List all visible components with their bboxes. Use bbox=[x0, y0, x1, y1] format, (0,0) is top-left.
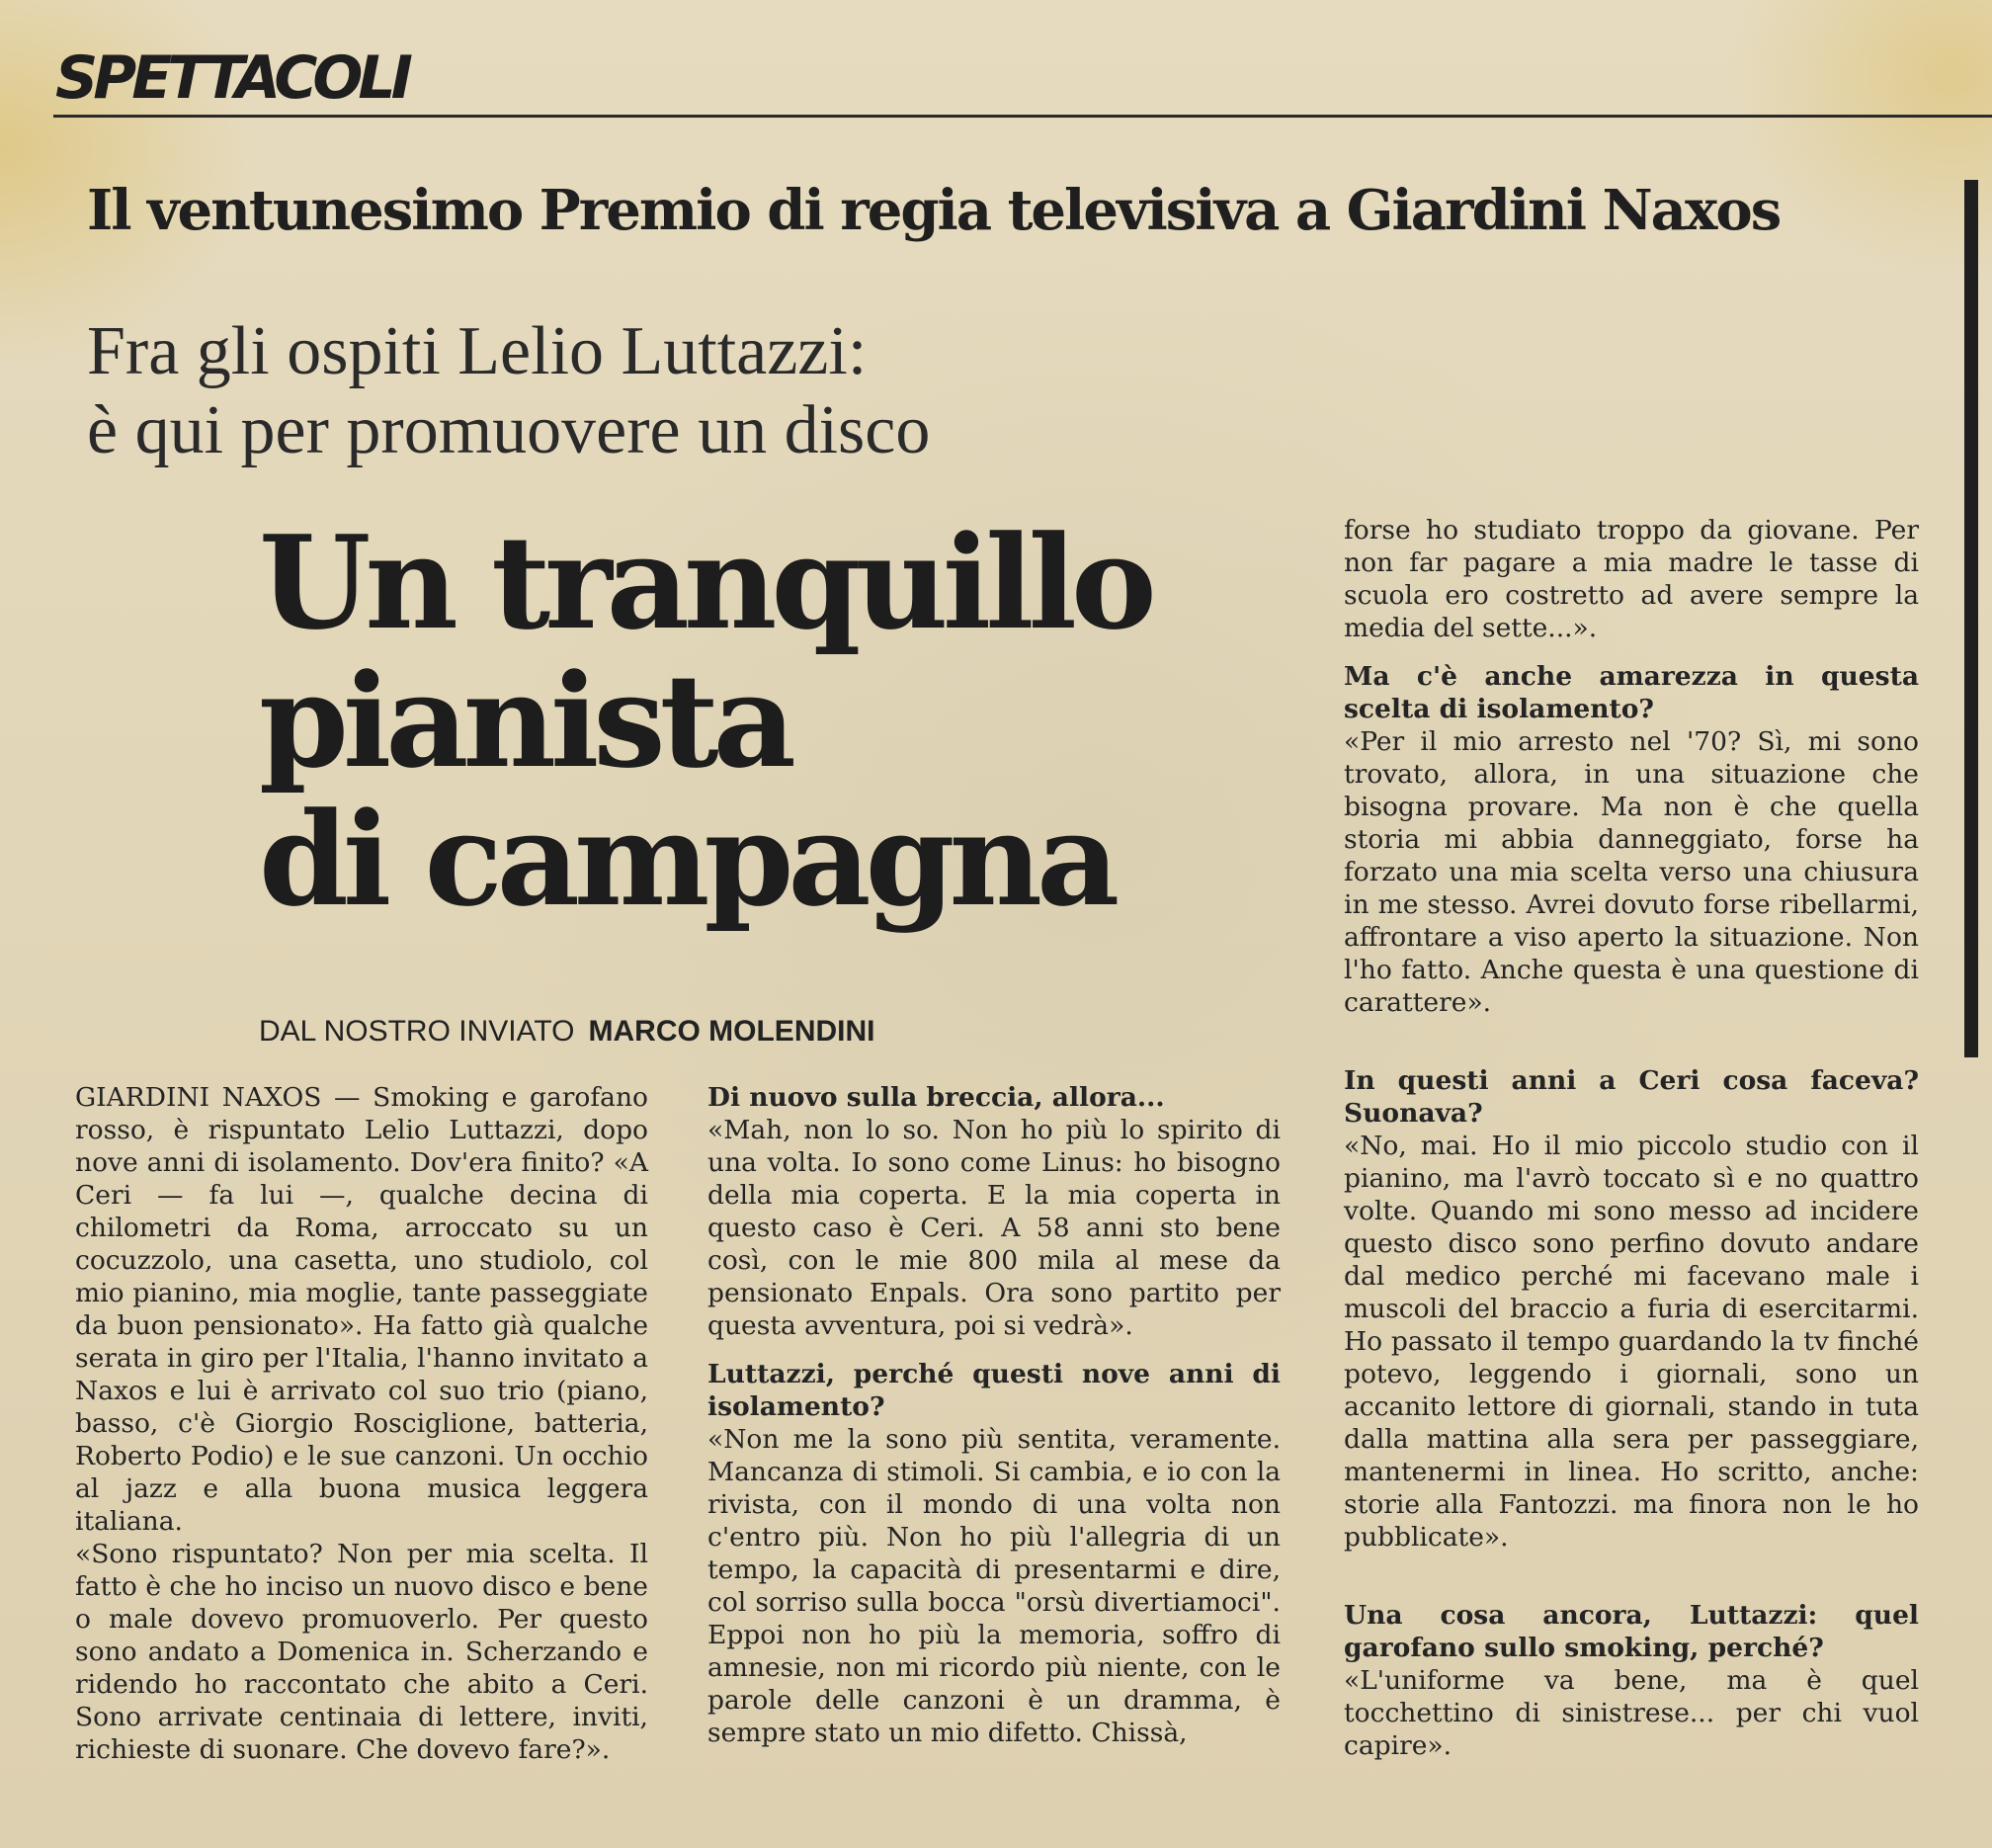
article-column-2 bbox=[707, 1081, 1281, 1749]
subheadline-line-2: è qui per promuovere un disco bbox=[87, 392, 931, 468]
headline-line-3: di campagna bbox=[259, 784, 1115, 935]
article-column-1 bbox=[75, 1081, 648, 1766]
subheadline-line-1: Fra gli ospiti Lelio Luttazzi: bbox=[87, 313, 868, 389]
interview-answer-continued: forse ho studiato troppo da giovane. Per non far pagare a mia madre le tasse di scuola ero costretto ad avere sempre la media del sette...». bbox=[1344, 515, 1919, 643]
interview-question: Di nuovo sulla breccia, allora... bbox=[707, 1082, 1165, 1113]
top-rule bbox=[53, 115, 1992, 118]
interview-question: Ma c'è anche amarezza in questa scelta di isolamento? bbox=[1344, 661, 1919, 724]
interview-answer: «No, mai. Ho il mio piccolo studio con il pianino, ma l'avrò toccato sì e no quattro volte. Quando mi sono messo ad incidere questo disco sono perfino dovuto andare dal medico perché mi facevano male i muscoli del braccio a furia di esercitarmi. Ho passato il tempo guardando la tv finché potevo, leggendo i giornali, sono un accanito lettore di giornali, stando in tuta dalla mattina alla sera per passeggiare, mantenermi in linea. Ho scritto, anche: storie alla Fantozzi. ma finora non le ho pubblicate». bbox=[1344, 1131, 1919, 1553]
column-gap bbox=[1344, 1019, 1919, 1049]
byline-prefix: DAL NOSTRO INVIATO bbox=[259, 1015, 575, 1048]
interview-answer: «L'uniforme va bene, ma è quel tocchettino di sinistrese... per chi vuol capire». bbox=[1344, 1665, 1919, 1761]
kicker-headline: Il ventunesimo Premio di regia televisiva a Giardini Naxos bbox=[87, 178, 1781, 243]
main-headline bbox=[259, 507, 1306, 935]
section-logo: SPETTACOLI bbox=[55, 43, 408, 113]
subheadline bbox=[87, 312, 1075, 470]
article-paragraph: GIARDINI NAXOS — Smoking e garofano rosso, è rispuntato Lelio Luttazzi, dopo nove anni di isolamento. Dov'era finito? «A Ceri — fa lui —, qualche decina di chilometri da Roma, arroccato su un cocuzzolo, una casetta, uno studiolo, col mio pianino, mia moglie, tante passeggiate da buon pensionato». Ha fatto già qualche serata in giro per l'Italia, l'hanno invitato a Naxos e lui è arrivato col suo trio (piano, basso, c'è Giorgio Rosciglione, batteria, Roberto Podio) e le sue canzoni. Un occhio al jazz e alla buona musica leggera italiana. bbox=[75, 1082, 648, 1537]
article-column-3 bbox=[1344, 514, 1919, 1762]
interview-question: Luttazzi, perché questi nove anni di isolamento? bbox=[707, 1359, 1281, 1422]
interview-question: In questi anni a Ceri cosa faceva? Suonava? bbox=[1344, 1065, 1919, 1129]
byline bbox=[259, 1012, 1148, 1051]
interview-question: Una cosa ancora, Luttazzi: quel garofano sullo smoking, perché? bbox=[1344, 1600, 1919, 1663]
interview-answer: «Per il mio arresto nel '70? Sì, mi sono trovato, allora, in una situazione che bisogna provare. Ma non è che quella storia mi abbia danneggiato, forse ha forzato una mia scelta verso una chiusura in me stesso. Avrei dovuto forse ribellarmi, affrontare a viso aperto la situazione. Non l'ho fatto. Anche questa è una questione di carattere». bbox=[1344, 726, 1919, 1018]
interview-answer: «Non me la sono più sentita, veramente. Mancanza di stimoli. Si cambia, e io con la rivista, con il mondo di una volta non c'entro più. Non ho più l'allegria di un tempo, la capacità di presentarmi e dire, col sorriso sulla bocca "orsù divertiamoci". Eppoi non ho più la memoria, soffro di amnesie, non mi ricordo più niente, con le parole delle canzoni è un dramma, è sempre stato un mio difetto. Chissà, bbox=[707, 1424, 1281, 1748]
interview-answer: «Mah, non lo so. Non ho più lo spirito di una volta. Io sono come Linus: ho bisogno della mia coperta. E la mia coperta in questo caso è Ceri. A 58 anni sto bene così, con le mie 800 mila al mese da pensionato Enpals. Ora sono partito per questa avventura, poi si vedrà». bbox=[707, 1115, 1281, 1341]
headline-line-2: pianista bbox=[259, 645, 790, 797]
article-paragraph: «Sono rispuntato? Non per mia scelta. Il fatto è che ho inciso un nuovo disco e bene o male dovevo promuoverlo. Per questo sono andato a Domenica in. Scherzando e ridendo ho raccontato che abito a Ceri. Sono arrivate centinaia di lettere, inviti, richieste di suonare. Che dovevo fare?». bbox=[75, 1539, 648, 1765]
side-bar bbox=[1964, 180, 1978, 1057]
headline-line-1: Un tranquillo bbox=[259, 507, 1151, 658]
byline-author: MARCO MOLENDINI bbox=[588, 1015, 875, 1048]
column-gap bbox=[1344, 1554, 1919, 1583]
